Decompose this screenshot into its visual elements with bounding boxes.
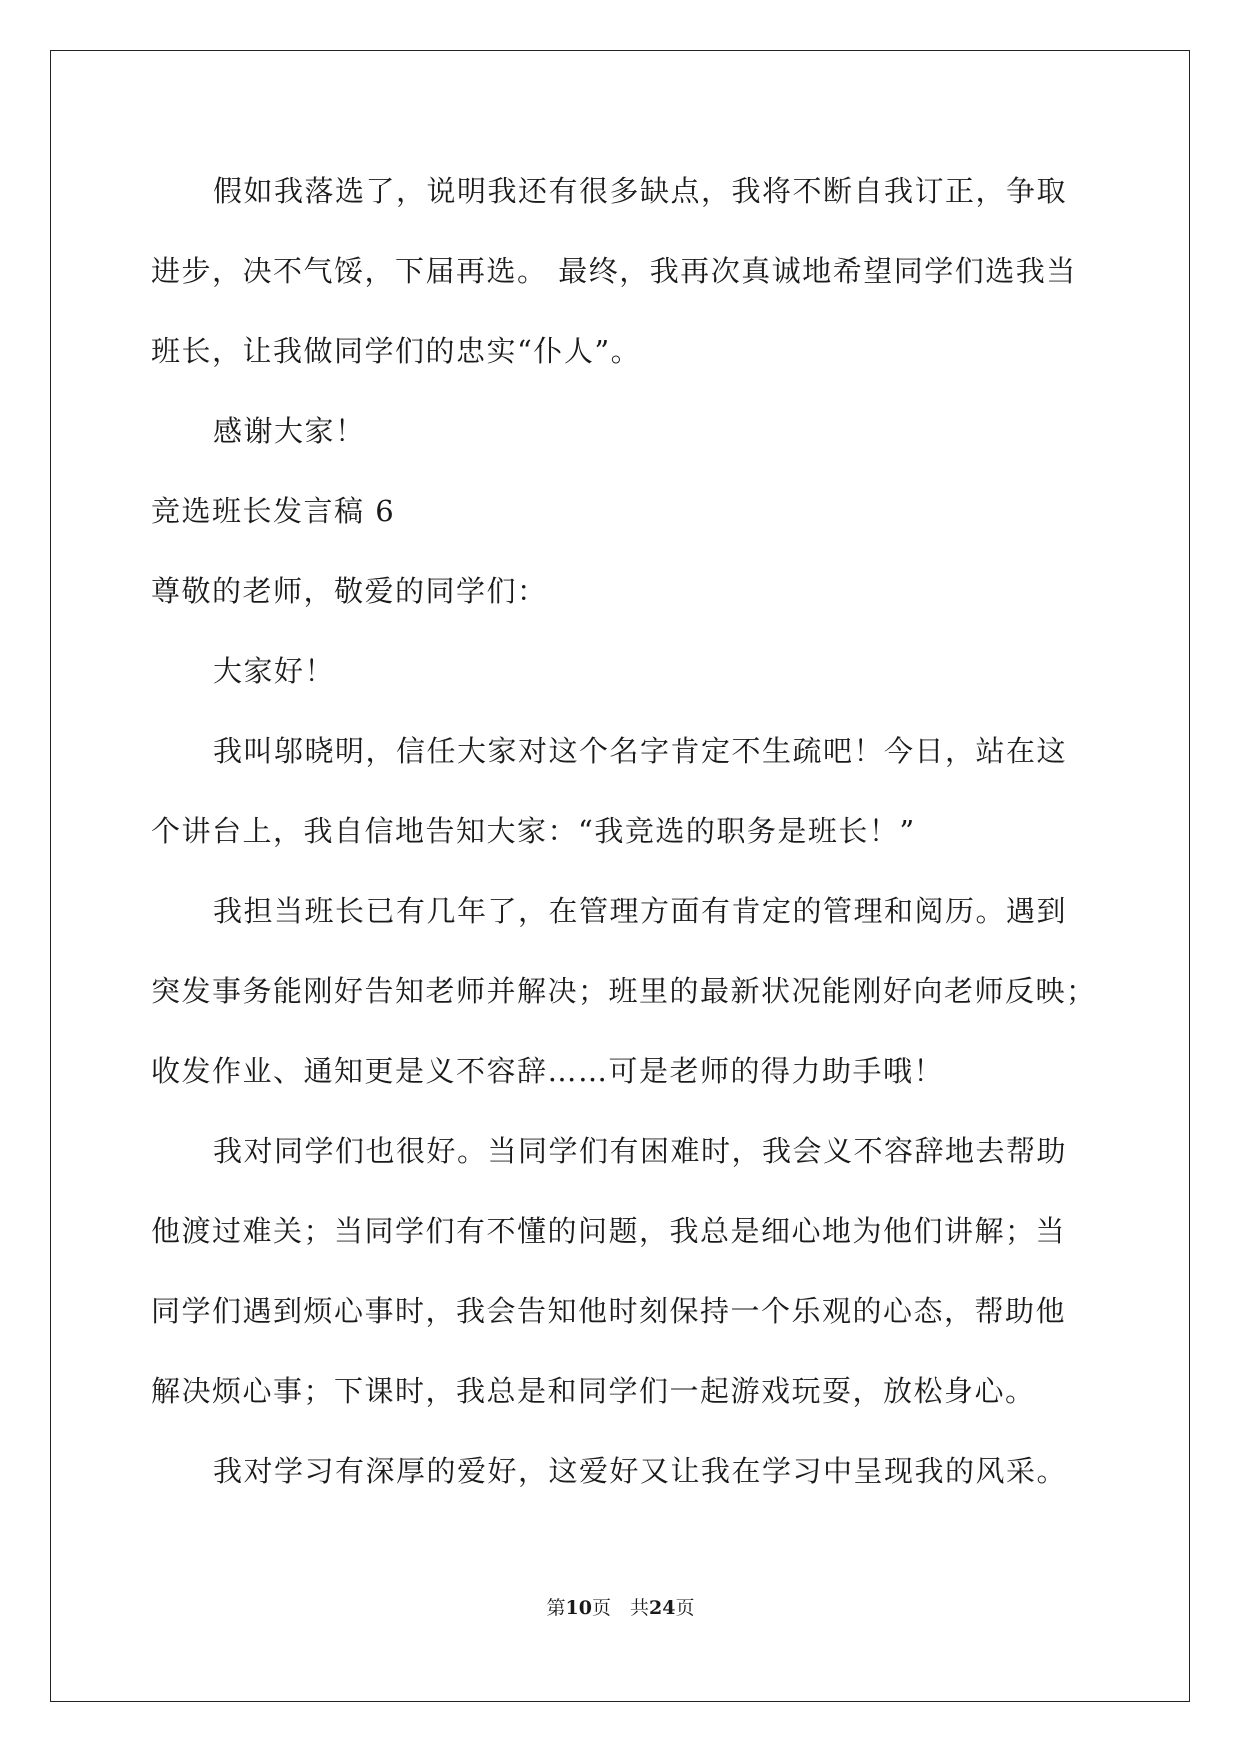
paragraph-line: 大家好！ xyxy=(213,654,336,688)
paragraph-line: 同学们遇到烦心事时，我会告知他时刻保持一个乐观的心态，帮助他 xyxy=(151,1294,1067,1328)
paragraph-line: 我担当班长已有几年了，在管理方面有肯定的管理和阅历。遇到 xyxy=(213,894,1068,928)
paragraph-line: 我对学习有深厚的爱好，这爱好又让我在学习中呈现我的风采。 xyxy=(213,1454,1068,1488)
page-current: 10 xyxy=(565,1597,592,1619)
paragraph-line: 我对同学们也很好。当同学们有困难时，我会义不容辞地去帮助 xyxy=(213,1134,1068,1168)
page-mid: 页 共 xyxy=(591,1597,649,1619)
paragraph-line: 收发作业、通知更是义不容辞……可是老师的得力助手哦！ xyxy=(151,1054,945,1088)
paragraph-line: 解决烦心事；下课时，我总是和同学们一起游戏玩耍，放松身心。 xyxy=(151,1374,1036,1408)
paragraph-line: 假如我落选了，说明我还有很多缺点，我将不断自我订正，争取 xyxy=(213,174,1068,208)
page-footer xyxy=(0,1596,1241,1620)
paragraph-line: 他渡过难关；当同学们有不懂的问题，我总是细心地为他们讲解；当 xyxy=(151,1214,1067,1248)
page-suffix: 页 xyxy=(675,1597,695,1619)
paragraph-line: 班长，让我做同学们的忠实“仆人”。 xyxy=(151,334,642,368)
salutation: 尊敬的老师，敬爱的同学们： xyxy=(151,574,548,608)
paragraph-line: 进步，决不气馁，下届再选。 最终，我再次真诚地希望同学们选我当 xyxy=(151,254,1077,288)
page-total: 24 xyxy=(649,1597,676,1619)
paragraph-line: 突发事务能刚好告知老师并解决；班里的最新状况能刚好向老师反映； xyxy=(151,974,1097,1008)
section-heading: 竞选班长发言稿 6 xyxy=(151,494,396,528)
page-prefix: 第 xyxy=(546,1597,566,1619)
paragraph-line: 感谢大家！ xyxy=(213,414,366,448)
paragraph-line: 个讲台上，我自信地告知大家：“我竞选的职务是班长！” xyxy=(151,814,916,848)
paragraph-line: 我叫邬晓明，信任大家对这个名字肯定不生疏吧！今日，站在这 xyxy=(213,734,1068,768)
